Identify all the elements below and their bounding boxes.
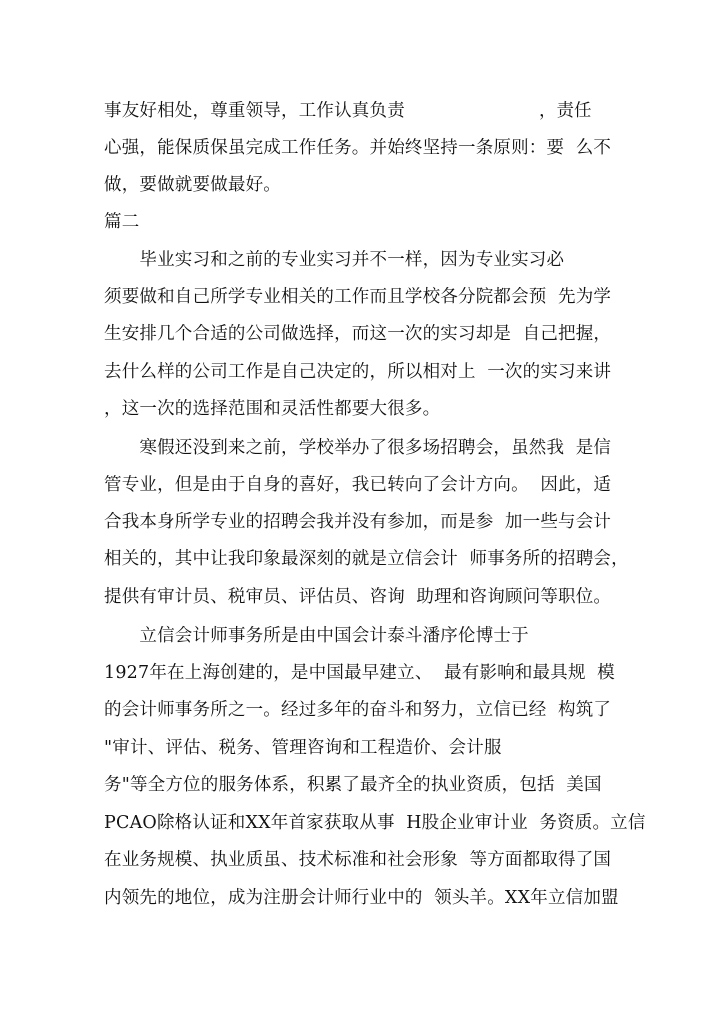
text-line-2: 心强，能保质保虽完成工作任务。并始终坚持一条原则：要 么不 xyxy=(104,138,612,158)
text-line-9: ，这一次的选择范围和灵活性都要大很多。 xyxy=(104,399,441,419)
text-line-14: 提供有审计员、税审员、评估员、咨询 助理和咨询顾问等职位。 xyxy=(104,587,612,607)
text-line-15: 立信会计师事务所是由中国会计泰斗潘序伦博士于 xyxy=(104,626,529,646)
text-line-17: 的会计师事务所之一。经过多年的奋斗和努力，立信已经 构筑了 xyxy=(104,700,612,720)
text-line-19: 务"等全方位的服务体系，积累了最齐全的执业资质，包括 美国 xyxy=(104,775,602,795)
text-line-18: "审计、评估、税务、管理咨询和工程造价、会计服 xyxy=(104,738,502,758)
text-line-16: 1927年在上海创建的，是中国最早建立、 最有影响和最具规 模 xyxy=(104,663,615,683)
text-line-7: 生安排几个合适的公司做选择，而这一次的实习却是 自己把握， xyxy=(104,324,612,344)
text-line-20: PCAO除格认证和XX年首家获取从事 H股企业审计业 务资质。立信 xyxy=(104,813,646,833)
text-line-11: 管专业，但是由于自身的喜好，我已转向了会计方向。 因此，适 xyxy=(104,475,612,495)
section-heading: 篇二 xyxy=(104,212,140,232)
text-line-1: 事友好相处，尊重领导，工作认真负责 xyxy=(104,101,405,121)
text-line-1-tail: ，责任 xyxy=(539,101,592,121)
text-line-10: 寒假还没到来之前，学校举办了很多场招聘会，虽然我 是信 xyxy=(104,438,612,458)
text-line-13: 相关的，其中让我印象最深刻的就是立信会计 师事务所的招聘会， xyxy=(104,549,629,569)
text-line-5: 毕业实习和之前的专业实习并不一样，因为专业实习必 xyxy=(104,250,565,270)
text-line-12: 合我本身所学专业的招聘会我并没有参加，而是参 加一些与会计 xyxy=(104,512,612,532)
text-line-21: 在业务规模、执业质虽、技术标准和社会形象 等方面都取得了国 xyxy=(104,850,612,870)
text-line-6: 须要做和自己所学专业相关的工作而且学校各分院都会预 先为学 xyxy=(104,287,612,307)
text-line-3: 做，要做就要做最好。 xyxy=(104,175,281,195)
text-line-8: 去什么样的公司工作是自己决定的，所以相对上 一次的实习来讲 xyxy=(104,362,612,382)
text-line-22: 内领先的地位，成为注册会计师行业中的 领头羊。XX年立信加盟 xyxy=(104,888,619,908)
